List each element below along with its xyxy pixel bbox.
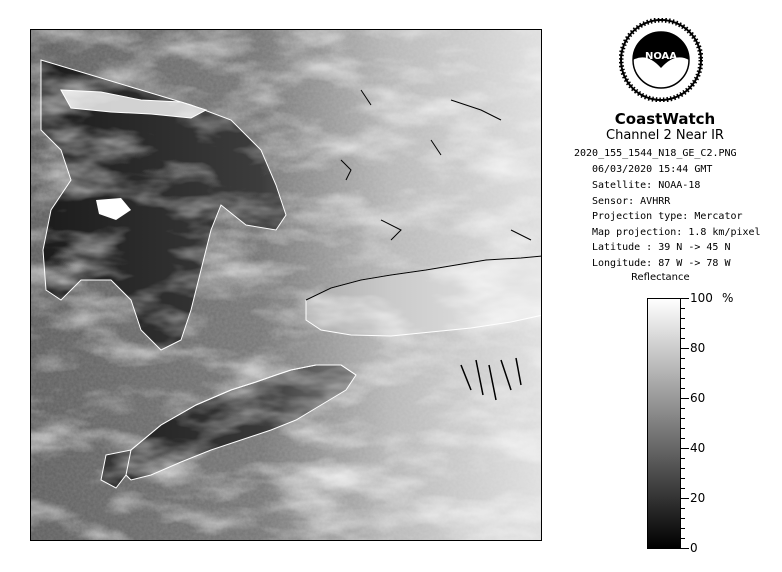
filename: 2020_155_1544_N18_GE_C2.PNG <box>574 148 737 159</box>
scale-minor-tick <box>681 338 685 339</box>
scale-minor-tick <box>681 528 685 529</box>
scale-tick-label: 60 <box>690 391 706 405</box>
scale-tick-label: 100 <box>690 291 713 305</box>
satellite-map-image <box>31 30 542 541</box>
longitude-range: Longitude: 87 W -> 78 W <box>592 258 731 269</box>
scale-tick-label: 80 <box>690 341 706 355</box>
scale-tick <box>681 498 689 499</box>
scale-minor-tick <box>681 488 685 489</box>
scale-minor-tick <box>681 438 685 439</box>
channel-subtitle: Channel 2 Near IR <box>606 128 724 143</box>
scale-minor-tick <box>681 518 685 519</box>
latitude-range: Latitude : 39 N -> 45 N <box>592 242 731 253</box>
reflectance-scale-bar <box>647 298 681 549</box>
satellite-info: Satellite: NOAA-18 <box>592 180 701 191</box>
scale-minor-tick <box>681 428 685 429</box>
scale-minor-tick <box>681 328 685 329</box>
map-projection: Map projection: 1.8 km/pixel <box>592 227 761 238</box>
scale-tick <box>681 548 689 549</box>
scale-minor-tick <box>681 538 685 539</box>
scale-minor-tick <box>681 408 685 409</box>
scale-minor-tick <box>681 508 685 509</box>
scale-title: Reflectance <box>631 272 690 283</box>
scale-minor-tick <box>681 368 685 369</box>
satellite-map <box>30 29 542 541</box>
scale-tick <box>681 398 689 399</box>
scale-minor-tick <box>681 478 685 479</box>
noaa-logo-image <box>619 18 703 102</box>
datetime: 06/03/2020 15:44 GMT <box>592 164 713 175</box>
scale-tick-label: 20 <box>690 491 706 505</box>
scale-tick <box>681 348 689 349</box>
scale-tick <box>681 298 689 299</box>
scale-tick-label: 0 <box>690 541 698 555</box>
scale-minor-tick <box>681 388 685 389</box>
scale-tick-label: 40 <box>690 441 706 455</box>
scale-minor-tick <box>681 308 685 309</box>
noaa-logo <box>619 18 703 102</box>
noaa-logo-text: NOAA <box>644 51 678 62</box>
page-title: CoastWatch <box>614 110 716 128</box>
scale-minor-tick <box>681 418 685 419</box>
sensor-info: Sensor: AVHRR <box>592 196 671 207</box>
scale-minor-tick <box>681 358 685 359</box>
projection-type: Projection type: Mercator <box>592 211 743 222</box>
scale-minor-tick <box>681 318 685 319</box>
scale-unit: % <box>722 291 734 305</box>
cloud-cover-east <box>31 30 542 541</box>
scale-minor-tick <box>681 458 685 459</box>
scale-minor-tick <box>681 468 685 469</box>
scale-minor-tick <box>681 378 685 379</box>
scale-tick <box>681 448 689 449</box>
